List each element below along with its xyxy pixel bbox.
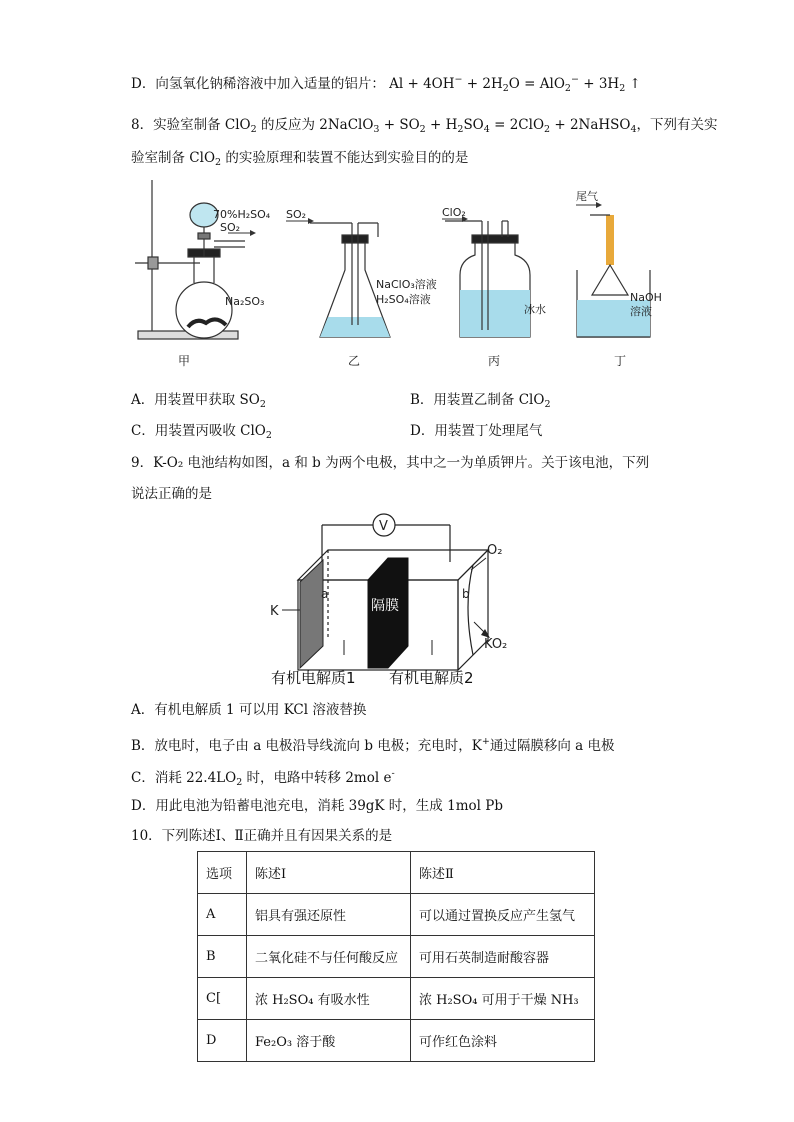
ding-solution2: 溶液 (630, 305, 652, 318)
table-row: D Fe₂O₃ 溶于酸 可作红色涂料 (198, 1020, 595, 1062)
q8-stem-line1: 8．实验室制备 ClO$_2$ 的反应为 2NaClO$_3$ + $SO_2 + H_2SO_4 = 2ClO_2$ + 2NaHSO$_4$，下列有关实 (131, 117, 718, 135)
o2-label: O₂ (487, 543, 503, 558)
electrolyte-2-label: 有机电解质2 (389, 669, 474, 687)
apparatus-bing (445, 221, 530, 337)
q9-option-a: A．有机电解质 1 可以用 KCl 溶液替换 (131, 702, 367, 718)
q9-battery-figure (268, 510, 518, 690)
q10-table (197, 851, 595, 1062)
q9-option-c: C．消耗 $22.4LO_2$ 时，电路中转移 2mol e- (131, 768, 395, 788)
table-row: A 铝具有强还原性 可以通过置换反应产生氢气 (198, 894, 595, 936)
yi-name: 乙 (348, 354, 361, 368)
bing-gas-label: ClO₂ (442, 206, 466, 219)
electrolyte-1-label: 有机电解质1 (271, 669, 356, 687)
header-statement-2: 陈述Ⅱ (411, 852, 595, 894)
q9-stem-line2: 说法正确的是 (131, 486, 212, 502)
ding-name: 丁 (614, 354, 627, 368)
bing-liquid-label: 冰水 (524, 303, 546, 316)
electrode-b-label: b (462, 587, 470, 601)
q7-equation: $Al + 4OH^- + 2H_2O = AlO_2^- + 3H_2$ ↑ (389, 74, 641, 94)
q8-option-c: C．用装置丙吸收 ClO$_2$ (131, 423, 272, 441)
apparatus-jia (135, 180, 245, 339)
bing-name: 丙 (488, 354, 501, 368)
jia-gas-label: SO₂ (220, 221, 241, 234)
q8-option-d: D．用装置丁处理尾气 (410, 423, 543, 439)
q8-option-a: A．用装置甲获取 $SO_2$ (131, 392, 266, 410)
q9-option-b: B．放电时，电子由 a 电极沿导线流向 b 电极；充电时，K+通过隔膜移向 a 电极 (131, 736, 615, 754)
voltmeter-label: V (379, 519, 388, 534)
yi-solution2: H₂SO₄溶液 (376, 293, 431, 306)
ko2-label: KO₂ (484, 637, 508, 652)
ding-gas-label: 尾气 (576, 190, 598, 203)
header-option: 选项 (198, 852, 247, 894)
jia-acid-label: 70%H₂SO₄ (213, 208, 271, 221)
jia-name: 甲 (178, 354, 191, 368)
yi-gas-label: SO₂ (286, 208, 307, 221)
q7-option-d: D．向氢氧化钠稀溶液中加入适量的铝片： $Al + 4OH^- + 2H_2O = AlO_2^- + 3H_2$ ↑ (131, 74, 641, 94)
apparatus-ding (577, 215, 650, 337)
yi-solution1: NaClO₃溶液 (376, 278, 437, 291)
q8-apparatus-figure (130, 175, 670, 375)
membrane-label: 隔膜 (371, 598, 399, 614)
q10-stem: 10．下列陈述Ⅰ、Ⅱ正确并且有因果关系的是 (131, 828, 393, 844)
q9-option-d: D．用此电池为铅蓄电池充电，消耗 39gK 时，生成 1mol Pb (131, 798, 503, 814)
header-statement-1: 陈述Ⅰ (247, 852, 411, 894)
jia-solid-label: Na₂SO₃ (225, 295, 265, 308)
q8-option-b: B．用装置乙制备 ClO$_2$ (410, 392, 551, 410)
q8-stem-line2: 验室制备 ClO$_2$ 的实验原理和装置不能达到实验目的的是 (131, 150, 469, 168)
k-label: K (270, 604, 279, 619)
table-header-row (198, 852, 595, 894)
table-row: C[ 浓 H₂SO₄ 有吸水性 浓 H₂SO₄ 可用于干燥 NH₃ (198, 978, 595, 1020)
electrode-a-label: a (321, 587, 329, 601)
table-row: B 二氧化硅不与任何酸反应 可用石英制造耐酸容器 (198, 936, 595, 978)
ding-solution1: NaOH (630, 291, 662, 304)
q9-stem-line1: 9．K-O₂ 电池结构如图，a 和 b 为两个电极，其中之一为单质钾片。关于该电池，下列 (131, 455, 650, 471)
